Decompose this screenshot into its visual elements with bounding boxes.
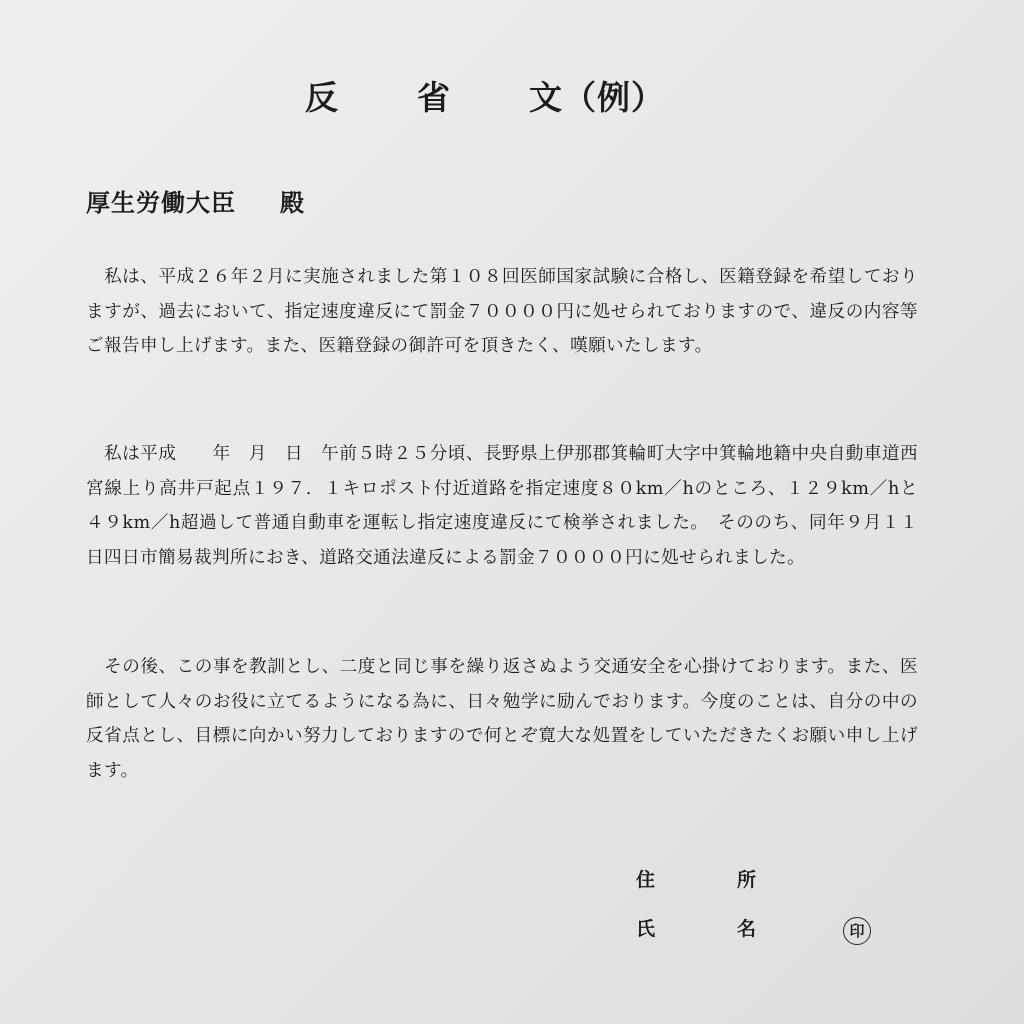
paragraph-violation-details: 私は平成 年 月 日 午前５時２５分頃、長野県上伊那郡箕輪町大字中箕輪地籍中央自動車道西宮線上り高井戸起点１９７．１キロポスト付近道路を指定速度８０km／hのところ、１２９km／hと４９km／h超過して普通自動車を運転し指定速度違反にて検挙されました。 そののち、同年９月１１日四日市簡易裁判所におき、道路交通法違反による罰金７００００円に処せられました。: [86, 444, 918, 568]
title-char-1: 反: [305, 78, 339, 117]
name-label-char-2: 名: [737, 918, 757, 940]
addressee-name: 厚生労働大臣: [86, 188, 236, 217]
paragraph-plea: その後、この事を教訓とし、二度と同じ事を繰り返さぬよう交通安全を心掛けております。また、医師として人々のお役に立てるようになる為に、日々勉学に励んでおります。今度のことは、自分の中の反省点とし、目標に向かい努力しておりますので何とぞ寛大な処置をしていただきたくお願い申し上げます。: [86, 657, 918, 781]
address-label-char-1: 住: [636, 869, 656, 891]
name-label-char-1: 氏: [636, 918, 656, 940]
address-label-char-2: 所: [737, 869, 757, 891]
title-char-2: 省: [417, 78, 451, 117]
title-char-3: 文（例）: [529, 78, 665, 117]
seal-mark: 印: [843, 917, 871, 945]
addressee-honorific: 殿: [280, 188, 305, 217]
addressee-line: [86, 183, 305, 218]
paragraph-intro: 私は、平成２６年２月に実施されました第１０８回医師国家試験に合格し、医籍登録を希望しておりますが、過去において、指定速度違反にて罰金７００００円に処せられておりますので、違反の内容等ご報告申し上げます。また、医籍登録の御許可を頂きたく、嘆願いたします。: [86, 267, 918, 356]
document-title: [0, 72, 970, 119]
